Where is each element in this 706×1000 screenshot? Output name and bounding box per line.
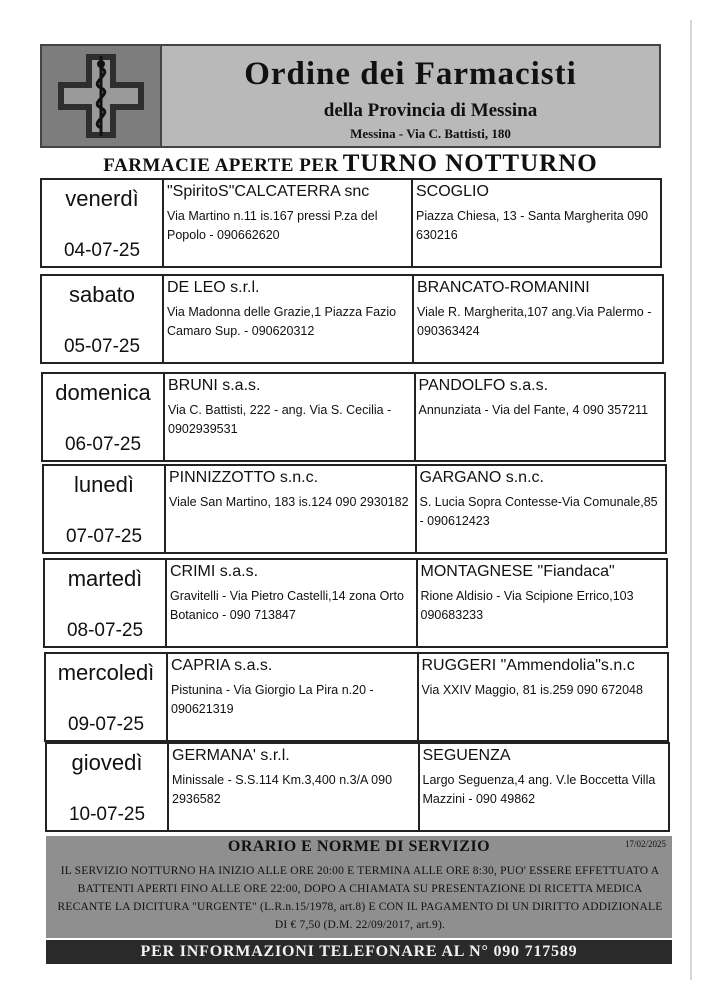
- day-name: venerdì: [65, 186, 139, 211]
- day-row: [40, 178, 662, 268]
- day-cell: [42, 276, 164, 362]
- pharmacy-name: CAPRIA s.a.s.: [171, 657, 273, 674]
- day-cell: [46, 654, 168, 740]
- info-phone-bar: [46, 940, 672, 964]
- header-title-area: [162, 46, 659, 146]
- pharmacy-left: [169, 744, 418, 830]
- pharmacy-name: GARGANO s.n.c.: [419, 469, 544, 486]
- header: [40, 44, 661, 148]
- day-date: 07-07-25: [65, 526, 143, 547]
- pharmacy-name: MONTAGNESE "Fiandaca": [420, 563, 615, 580]
- pharmacy-name: SCOGLIO: [416, 183, 489, 200]
- pharmacy-left: [167, 560, 416, 646]
- pharmacy-address: Via Madonna delle Grazie,1 Piazza Fazio Camaro Sup. - 090620312: [167, 305, 397, 338]
- pharmacy-address: Largo Seguenza,4 ang. V.le Boccetta Villa Mazzini - 090 49862: [422, 773, 656, 806]
- pharmacy-address: Annunziata - Via del Fante, 4 090 357211: [418, 403, 649, 417]
- pharmacy-name: BRANCATO-ROMANINI: [417, 279, 590, 296]
- day-cell: [43, 374, 165, 460]
- pharmacy-name: PINNIZZOTTO s.n.c.: [169, 469, 319, 486]
- pharmacy-address: Rione Aldisio - Via Scipione Errico,103 090683233: [420, 589, 634, 622]
- service-rules-text: IL SERVIZIO NOTTURNO HA INIZIO ALLE ORE 20:00 E TERMINA ALLE ORE 8:30, PUO' ESSERE EFFETTUATO A BATTENTI APERTI FINO ALLE ORE 22:00, DOPO A CHIAMATA SU PRESENTAZIONE DI RICETTA MEDICA RECANTE LA DICITURA "URGENTE" (L.R.n.15/1978, art.8) E CON IL PAGAMENTO DI UN DIRITTO ADDIZIONALE DI € 7,50 (D.M. 22/09/2017, art.9).: [57, 865, 663, 931]
- org-address: Messina - Via C. Battisti, 180: [350, 126, 511, 141]
- pharmacy-address: Viale San Martino, 183 is.124 090 2930182: [169, 495, 409, 509]
- pharmacy-name: RUGGERI "Ammendolia"s.n.c: [421, 657, 635, 674]
- day-name: sabato: [68, 282, 136, 307]
- day-name: lunedì: [74, 472, 134, 497]
- pharmacy-name: CRIMI s.a.s.: [170, 563, 259, 580]
- pharmacy-name: PANDOLFO s.a.s.: [418, 377, 549, 394]
- pharmacy-right: [412, 276, 662, 362]
- pharmacy-address: Via C. Battisti, 222 - ang. Via S. Cecilia - 0902939531: [168, 403, 392, 436]
- day-date: 09-07-25: [67, 714, 145, 735]
- pharmacy-right: [415, 466, 666, 552]
- pharmacy-address: Minissale - S.S.114 Km.3,400 n.3/A 090 2936582: [172, 773, 393, 806]
- day-row: [40, 274, 664, 364]
- schedule-banner: [40, 150, 661, 178]
- scan-edge-line: [690, 20, 692, 980]
- pharmacy-right: [417, 654, 668, 740]
- day-cell: [42, 180, 164, 266]
- service-rules-date: 17/02/2025: [624, 839, 666, 849]
- day-date: 04-07-25: [63, 240, 141, 261]
- pharmacy-address: Via Martino n.11 is.167 pressi P.za del Popolo - 090662620: [167, 209, 378, 242]
- pharmacy-cross-caduceus-icon: [42, 46, 162, 146]
- pharmacy-left: [166, 466, 415, 552]
- pharmacy-right: [414, 374, 665, 460]
- banner-prefix: FARMACIE APERTE PER: [103, 155, 339, 176]
- day-name: martedì: [67, 566, 143, 591]
- day-row: [42, 464, 667, 554]
- day-row: [43, 558, 668, 648]
- service-rules-title: ORARIO E NORME DI SERVIZIO: [227, 838, 491, 855]
- day-date: 06-07-25: [64, 434, 142, 455]
- day-name: giovedì: [71, 750, 143, 775]
- pharmacy-name: "SpiritoS"CALCATERRA snc: [167, 183, 370, 200]
- org-subtitle: della Provincia di Messina: [323, 100, 538, 121]
- banner-emphasis: TURNO NOTTURNO: [342, 150, 598, 177]
- day-name: mercoledì: [57, 660, 155, 685]
- pharmacy-right: [416, 560, 667, 646]
- pharmacy-right: [418, 744, 669, 830]
- pharmacy-left: [168, 654, 417, 740]
- day-date: 05-07-25: [63, 336, 141, 357]
- day-date: 10-07-25: [68, 804, 146, 825]
- day-name: domenica: [55, 380, 151, 405]
- pharmacy-address: Pistunina - Via Giorgio La Pira n.20 - 090621319: [171, 683, 374, 716]
- pharmacy-address: Piazza Chiesa, 13 - Santa Margherita 090 630216: [416, 209, 649, 242]
- day-date: 08-07-25: [66, 620, 144, 641]
- pharmacy-name: DE LEO s.r.l.: [167, 279, 260, 296]
- pharmacy-address: Via XXIV Maggio, 81 is.259 090 672048: [421, 683, 643, 697]
- pharmacy-name: SEGUENZA: [422, 747, 511, 764]
- day-row: [44, 652, 669, 742]
- day-cell: [47, 744, 169, 830]
- pharmacy-name: BRUNI s.a.s.: [168, 377, 261, 394]
- pharmacy-left: [164, 276, 412, 362]
- pharmacy-address: S. Lucia Sopra Contesse-Via Comunale,85 - 090612423: [419, 495, 658, 528]
- org-title: Ordine dei Farmacisti: [244, 56, 577, 92]
- pharmacy-left: [164, 180, 411, 266]
- info-phone-text: PER INFORMAZIONI TELEFONARE AL N° 090 717589: [140, 943, 578, 960]
- pharmacy-left: [165, 374, 414, 460]
- pharmacy-name: GERMANA' s.r.l.: [172, 747, 290, 764]
- day-row: [45, 742, 670, 832]
- day-row: [41, 372, 666, 462]
- pharmacy-address: Viale R. Margherita,107 ang.Via Palermo - 090363424: [417, 305, 652, 338]
- day-cell: [44, 466, 166, 552]
- pharmacy-address: Gravitelli - Via Pietro Castelli,14 zona Orto Botanico - 090 713847: [170, 589, 404, 622]
- service-rules-box: [46, 836, 672, 938]
- pharmacy-right: [411, 180, 660, 266]
- day-cell: [45, 560, 167, 646]
